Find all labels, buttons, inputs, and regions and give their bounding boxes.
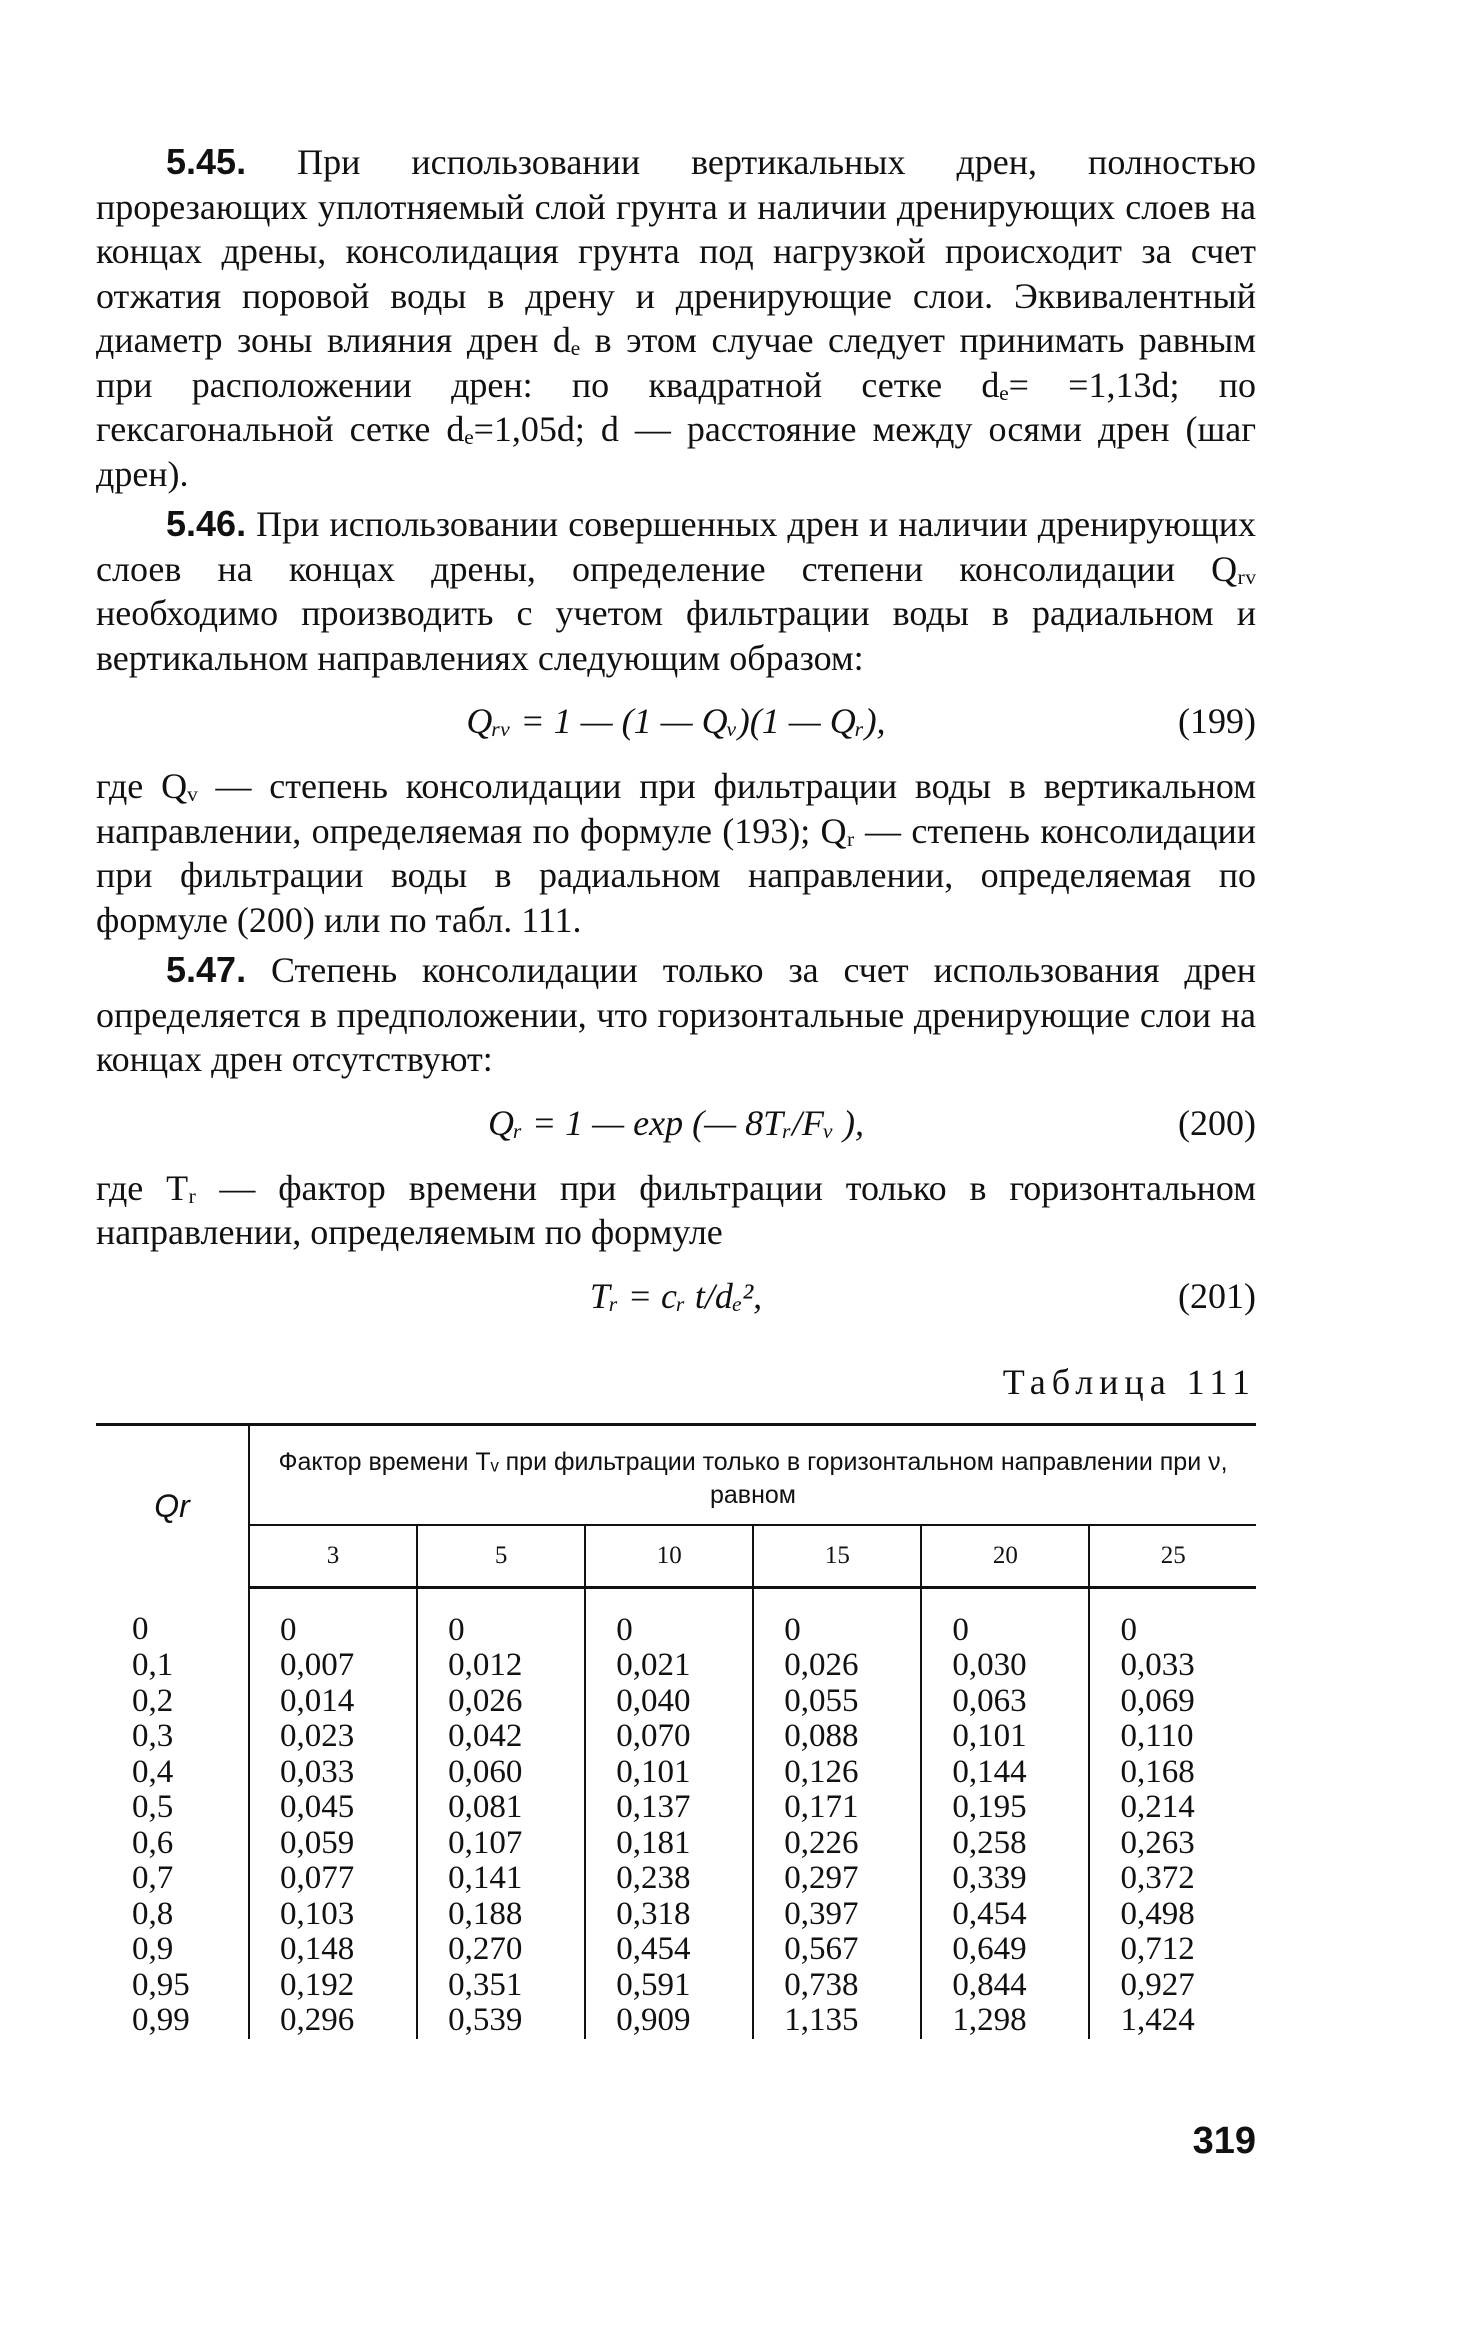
time-factor-cell: 0,372 (1120, 1860, 1195, 1896)
time-factor-cell: 0,168 (1120, 1753, 1195, 1790)
time-factor-cell: 0,454 (585, 1932, 753, 1968)
time-factor-cell: 0,297 (753, 1861, 921, 1897)
table-row (96, 1755, 1256, 1791)
formula-199 (96, 694, 1256, 752)
time-factor-cell: 0,023 (249, 1719, 417, 1755)
nu-column-header: 15 (753, 1525, 921, 1588)
qr-cell: 0,5 (96, 1790, 249, 1826)
paragraph-text: Степень консолидации только за счет использования дрен определяется в предположении, что горизонтальные дренирующие слои на концах дрен отсутствуют: (96, 950, 1256, 1079)
time-factor-cell: 0,318 (585, 1897, 753, 1933)
time-factor-cell: 0,045 (249, 1790, 417, 1826)
qr-cell: 0,7 (96, 1861, 249, 1897)
time-factor-cell: 0,040 (585, 1684, 753, 1720)
time-factor-cell: 0 (249, 1587, 417, 1648)
time-factor-cell: 0,081 (417, 1790, 585, 1826)
time-factor-cell: 0,214 (1120, 1789, 1195, 1825)
qr-cell: 0,99 (96, 2003, 249, 2039)
paragraph-number: 5.47. (166, 949, 247, 990)
time-factor-cell: 0,042 (417, 1719, 585, 1755)
time-factor-cell: 0,712 (1120, 1931, 1195, 1967)
qr-cell: 0,4 (96, 1755, 249, 1791)
time-factor-cell: 0,270 (417, 1932, 585, 1968)
time-factor-cell: 0,591 (585, 1968, 753, 2004)
nu-column-header: 20 (921, 1525, 1089, 1588)
paragraph-5-46 (96, 502, 1256, 680)
paragraph-5-45 (96, 140, 1256, 496)
time-factor-cell: 0,033 (1120, 1647, 1195, 1683)
time-factor-cell: 0,498 (1120, 1895, 1195, 1932)
table-row (96, 1587, 1256, 1648)
time-factor-cell: 0,026 (417, 1684, 585, 1720)
formula-expression: Qᵣᵥ = 1 — (1 — Qᵥ)(1 — Qᵣ), (466, 701, 886, 741)
time-factor-cell: 0 (1120, 1611, 1137, 1648)
time-factor-cell: 0,030 (921, 1648, 1089, 1684)
table-caption: Таблица 111 (1002, 1361, 1256, 1402)
time-factor-cell: 0,021 (585, 1648, 753, 1684)
qr-cell: 0 (96, 1587, 249, 1648)
qr-cell: 0,3 (96, 1719, 249, 1755)
time-factor-cell: 0,649 (921, 1932, 1089, 1968)
time-factor-cell: 0,014 (249, 1684, 417, 1720)
time-factor-cell: 0,060 (417, 1755, 585, 1791)
time-factor-cell: 0,026 (753, 1648, 921, 1684)
time-factor-cell: 1,135 (753, 2003, 921, 2039)
time-factor-cell: 0,454 (921, 1897, 1089, 1933)
time-factor-cell: 0,103 (249, 1897, 417, 1933)
time-factor-cell: 0,263 (1120, 1824, 1195, 1861)
time-factor-cell: 0,137 (585, 1790, 753, 1826)
time-factor-cell: 0,226 (753, 1826, 921, 1862)
table-row (96, 1932, 1256, 1968)
paragraph-text: При использовании совершенных дрен и наличии дренирующих слоев на концах дрены, определение степени консолидации Qᵣᵥ необходимо производить с учетом фильтрации воды в радиальном и вертикальном направлениях следующим образом: (96, 504, 1257, 678)
time-factor-cell: 0,077 (249, 1861, 417, 1897)
time-factor-cell: 0 (753, 1587, 921, 1648)
table-row (96, 1897, 1256, 1933)
consolidation-table (96, 1423, 1256, 2039)
time-factor-cell: 0 (921, 1587, 1089, 1648)
time-factor-cell: 0,144 (921, 1755, 1089, 1791)
time-factor-cell: 0,033 (249, 1755, 417, 1791)
qr-cell: 0,6 (96, 1826, 249, 1862)
time-factor-cell: 0,238 (585, 1861, 753, 1897)
qr-cell: 0,8 (96, 1897, 249, 1933)
time-factor-cell: 0,101 (585, 1755, 753, 1791)
paragraph-5-47 (96, 948, 1256, 1082)
time-factor-cell: 0,567 (753, 1932, 921, 1968)
time-factor-cell: 0,738 (753, 1968, 921, 2004)
table-row (96, 1826, 1256, 1862)
time-factor-cell: 1,298 (921, 2003, 1089, 2039)
time-factor-cell: 0,141 (417, 1861, 585, 1897)
nu-column-header: 5 (417, 1525, 585, 1588)
time-factor-cell: 0,069 (1120, 1682, 1195, 1719)
time-factor-cell: 0,397 (753, 1897, 921, 1933)
time-factor-cell: 0,059 (249, 1826, 417, 1862)
nu-column-header: 25 (1089, 1525, 1256, 1588)
page (96, 140, 1256, 2039)
time-factor-cell: 0 (585, 1587, 753, 1648)
time-factor-cell: 0,188 (417, 1897, 585, 1933)
time-factor-cell: 0,110 (1120, 1718, 1194, 1754)
table-row (96, 1968, 1256, 2004)
formula-201 (96, 1269, 1256, 1327)
time-factor-cell: 0,007 (249, 1648, 417, 1684)
time-factor-cell: 1,424 (1120, 2002, 1195, 2038)
time-factor-cell: 0,101 (921, 1719, 1089, 1755)
nu-column-header: 3 (249, 1525, 417, 1588)
table-row (96, 2003, 1256, 2039)
paragraph-text: При использовании вертикальных дрен, полностью прорезающих уплотняемый слой грунта и наличии дренирующих слоев на концах дрены, консолидация грунта под нагрузкой происходит за счет отжатия поровой воды в дрену и дренирующие слои. Эквивалентный диаметр зоны влияния дрен dₑ в этом случае следует принимать равным при расположении дрен: по квадратной сетке dₑ= =1,13d; по гексагональной сетке dₑ=1,05d; d — расстояние между осями дрен (шаг дрен). (96, 142, 1257, 494)
formula-200-explanation: где Tᵣ — фактор времени при фильтрации только в горизонтальном направлении, определяемым по формуле (96, 1167, 1256, 1252)
time-factor-cell: 0,012 (417, 1648, 585, 1684)
time-factor-cell: 0,192 (249, 1968, 417, 2004)
formula-expression: Qᵣ = 1 — exp (— 8Tᵣ/Fᵥ ), (487, 1102, 865, 1143)
time-factor-cell: 0,055 (753, 1684, 921, 1720)
time-factor-cell: 0,063 (921, 1684, 1089, 1720)
time-factor-cell: 0,844 (921, 1968, 1089, 2004)
time-factor-cell: 0,195 (921, 1790, 1089, 1826)
qr-cell: 0,9 (96, 1932, 249, 1968)
table-row (96, 1861, 1256, 1897)
time-factor-cell: 0,351 (417, 1968, 585, 2004)
time-factor-cell: 0,107 (417, 1826, 585, 1862)
time-factor-cell: 0,181 (585, 1826, 753, 1862)
time-factor-header: Фактор времени Tᵥ при фильтрации только в горизонтальном направлении при ν, равном (249, 1424, 1256, 1525)
page-number: 319 (1192, 2120, 1256, 2162)
time-factor-cell: 0,927 (1120, 1966, 1195, 2003)
time-factor-cell: 0,148 (249, 1932, 417, 1968)
nu-column-header: 10 (585, 1525, 753, 1588)
time-factor-cell: 0,296 (249, 2003, 417, 2039)
equation-number: (200) (1178, 1102, 1256, 1143)
time-factor-cell: 0,258 (921, 1826, 1089, 1862)
formula-200 (96, 1096, 1256, 1154)
formula-expression: Tᵣ = cᵣ t/dₑ², (589, 1275, 763, 1316)
time-factor-cell: 0,339 (921, 1861, 1089, 1897)
formula-199-explanation: где Qᵥ — степень консолидации при фильтрации воды в вертикальном направлении, определяемая по формуле (193); Qᵣ — степень консолидации при фильтрации воды в радиальном направлении, определяемая по формуле (200) или по табл. 111. (96, 766, 1256, 940)
time-factor-cell: 0,070 (585, 1719, 753, 1755)
time-factor-cell: 0,126 (753, 1755, 921, 1791)
time-factor-cell: 0,909 (585, 2003, 753, 2039)
paragraph-number: 5.46. (166, 503, 247, 544)
qr-cell: 0,1 (96, 1648, 249, 1684)
paragraph-number: 5.45. (166, 141, 247, 182)
equation-number: (199) (1178, 701, 1256, 741)
table-row (96, 1648, 1256, 1684)
table-row (96, 1684, 1256, 1720)
table-row (96, 1790, 1256, 1826)
qr-cell: 0,95 (96, 1968, 249, 2004)
qr-cell: 0,2 (96, 1684, 249, 1720)
qr-column-header: Qr (96, 1424, 249, 1587)
table-row (96, 1719, 1256, 1755)
equation-number: (201) (1178, 1275, 1256, 1316)
time-factor-cell: 0,088 (753, 1719, 921, 1755)
time-factor-cell: 0 (417, 1587, 585, 1648)
time-factor-cell: 0,539 (417, 2003, 585, 2039)
time-factor-cell: 0,171 (753, 1790, 921, 1826)
